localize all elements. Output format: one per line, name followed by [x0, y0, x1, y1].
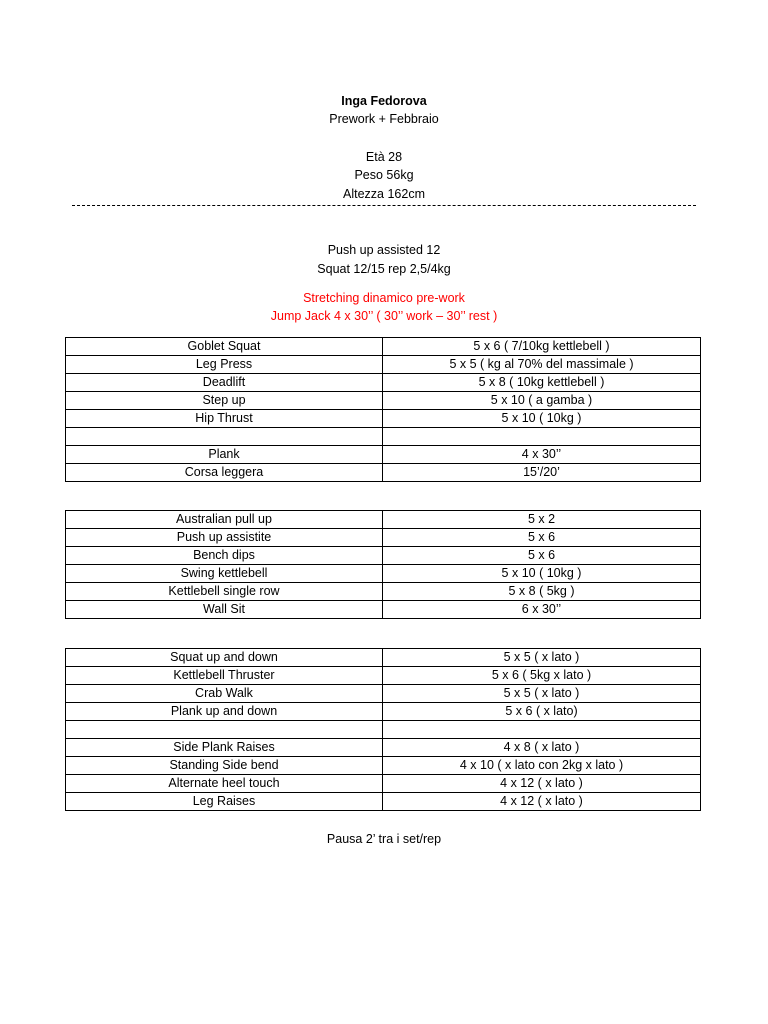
exercise-cell: Leg Press: [66, 356, 383, 374]
sets-reps-cell: 5 x 6: [383, 529, 701, 547]
sets-reps-cell: 4 x 12 ( x lato ): [383, 775, 701, 793]
exercise-cell: Step up: [66, 392, 383, 410]
workout-table-2: [65, 510, 701, 619]
sets-reps-cell: 5 x 5 ( x lato ): [383, 685, 701, 703]
sets-reps-cell: 5 x 6 ( 7/10kg kettlebell ): [383, 338, 701, 356]
table-row: [66, 685, 701, 703]
table-row: [66, 446, 701, 464]
table-row: [66, 703, 701, 721]
exercise-cell: Squat up and down: [66, 649, 383, 667]
exercise-cell: Wall Sit: [66, 601, 383, 619]
table-row: [66, 338, 701, 356]
exercise-cell: Kettlebell Thruster: [66, 667, 383, 685]
table-row: [66, 775, 701, 793]
sets-reps-cell: 5 x 10 ( 10kg ): [383, 565, 701, 583]
table-row: [66, 410, 701, 428]
table-row: [66, 565, 701, 583]
sets-reps-cell: 4 x 10 ( x lato con 2kg x lato ): [383, 757, 701, 775]
exercise-cell: Swing kettlebell: [66, 565, 383, 583]
exercise-cell: Crab Walk: [66, 685, 383, 703]
sets-reps-cell: 5 x 6 ( 5kg x lato ): [383, 667, 701, 685]
sets-reps-cell: 5 x 6: [383, 547, 701, 565]
dashed-divider: [72, 205, 696, 206]
exercise-cell: Push up assistite: [66, 529, 383, 547]
table-row: [66, 356, 701, 374]
sets-reps-cell: 5 x 10 ( 10kg ): [383, 410, 701, 428]
table-row: [66, 511, 701, 529]
warmup-line-1: Stretching dinamico pre-work: [303, 291, 465, 305]
exercise-cell: Kettlebell single row: [66, 583, 383, 601]
table-row: [66, 464, 701, 482]
exercise-cell: [66, 428, 383, 446]
warmup-line-2: Jump Jack 4 x 30’’ ( 30’’ work – 30’’ rest ): [270, 309, 498, 323]
exercise-cell: Bench dips: [66, 547, 383, 565]
sets-reps-cell: [383, 721, 701, 739]
table-row: [66, 667, 701, 685]
sets-reps-cell: [383, 428, 701, 446]
exercise-cell: Australian pull up: [66, 511, 383, 529]
exercise-cell: Standing Side bend: [66, 757, 383, 775]
exercise-cell: Corsa leggera: [66, 464, 383, 482]
exercise-cell: Goblet Squat: [66, 338, 383, 356]
exercise-cell: Alternate heel touch: [66, 775, 383, 793]
table-row: [66, 392, 701, 410]
sets-reps-cell: 5 x 2: [383, 511, 701, 529]
table-row: [66, 374, 701, 392]
sets-reps-cell: 4 x 8 ( x lato ): [383, 739, 701, 757]
exercise-cell: [66, 721, 383, 739]
sets-reps-cell: 5 x 8 ( 5kg ): [383, 583, 701, 601]
sets-reps-cell: 5 x 6 ( x lato): [383, 703, 701, 721]
exercise-cell: Hip Thrust: [66, 410, 383, 428]
program-subtitle: Prework + Febbraio: [329, 112, 439, 126]
table-row: [66, 649, 701, 667]
table-row: [66, 739, 701, 757]
workout-table-1: [65, 337, 701, 482]
table-row: [66, 721, 701, 739]
sets-reps-cell: 5 x 5 ( kg al 70% del massimale ): [383, 356, 701, 374]
table-row: [66, 547, 701, 565]
sets-reps-cell: 6 x 30’’: [383, 601, 701, 619]
exercise-cell: Leg Raises: [66, 793, 383, 811]
table-row: [66, 428, 701, 446]
sets-reps-cell: 15’/20’: [383, 464, 701, 482]
sets-reps-cell: 4 x 30’’: [383, 446, 701, 464]
intro-line-2: Squat 12/15 rep 2,5/4kg: [317, 262, 451, 276]
intro-line-1: Push up assisted 12: [327, 243, 441, 257]
workout-table-3: [65, 648, 701, 811]
sets-reps-cell: 5 x 5 ( x lato ): [383, 649, 701, 667]
exercise-cell: Plank up and down: [66, 703, 383, 721]
athlete-height: Altezza 162cm: [343, 187, 425, 201]
exercise-cell: Deadlift: [66, 374, 383, 392]
athlete-age: Età 28: [365, 150, 403, 164]
table-row: [66, 793, 701, 811]
exercise-cell: Plank: [66, 446, 383, 464]
sets-reps-cell: 4 x 12 ( x lato ): [383, 793, 701, 811]
table-row: [66, 583, 701, 601]
athlete-weight: Peso 56kg: [354, 168, 414, 182]
sets-reps-cell: 5 x 10 ( a gamba ): [383, 392, 701, 410]
table-row: [66, 601, 701, 619]
table-row: [66, 529, 701, 547]
exercise-cell: Side Plank Raises: [66, 739, 383, 757]
sets-reps-cell: 5 x 8 ( 10kg kettlebell ): [383, 374, 701, 392]
table-row: [66, 757, 701, 775]
rest-note: Pausa 2’ tra i set/rep: [326, 832, 442, 846]
athlete-name: Inga Fedorova: [341, 94, 427, 108]
